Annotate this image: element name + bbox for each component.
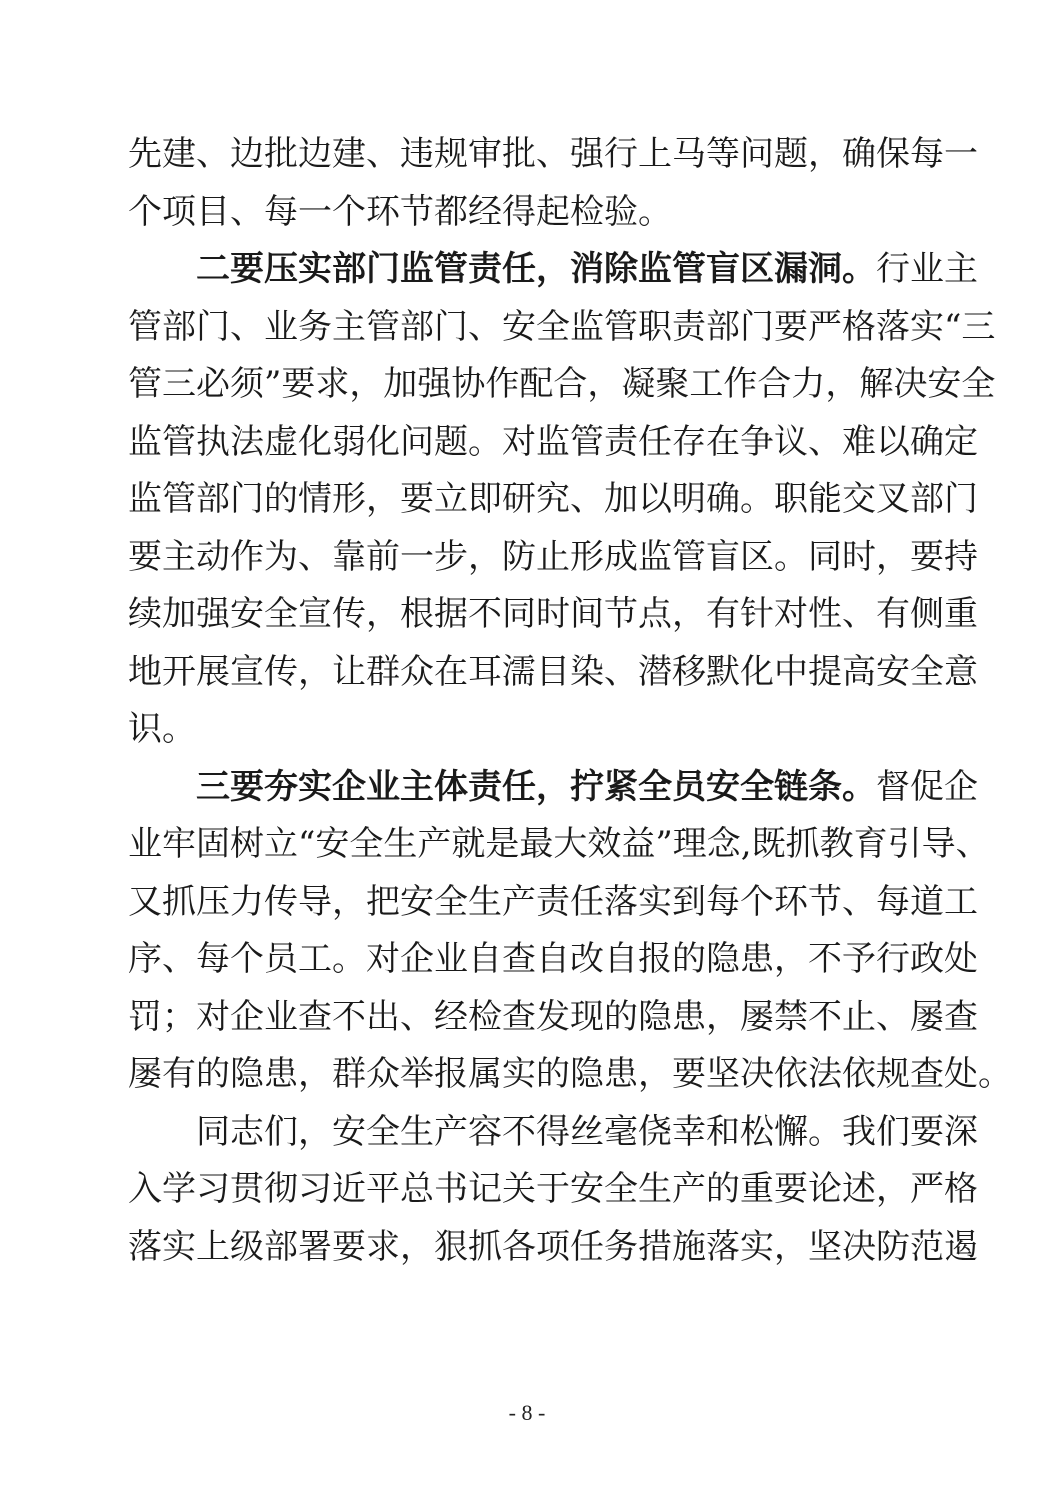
- line-text: 续加强安全宣传，根据不同时间节点，有针对性、有侧重: [128, 594, 978, 634]
- line-text: 管三必须”要求，加强协作配合，凝聚工作合力，解决安全: [128, 364, 996, 404]
- text-line: [128, 241, 978, 299]
- text-line: [128, 299, 996, 357]
- line-text: 序、每个员工。对企业自查自改自报的隐患，不予行政处: [128, 939, 978, 979]
- text-line: [128, 931, 978, 989]
- line-text: 入学习贯彻习近平总书记关于安全生产的重要论述，严格: [128, 1169, 978, 1209]
- text-line: [128, 126, 978, 184]
- text-line: [128, 701, 944, 759]
- text-line: [128, 1161, 978, 1219]
- line-text: 要主动作为、靠前一步，防止形成监管盲区。同时，要持: [128, 536, 978, 577]
- text-line: [128, 1046, 1012, 1104]
- text-line: [128, 356, 996, 414]
- text-line: [128, 874, 978, 932]
- line-text: 督促企: [876, 766, 978, 807]
- text-line: [128, 586, 978, 644]
- text-line: [128, 989, 978, 1047]
- text-line: [128, 414, 978, 472]
- line-text: 监管执法虚化弱化问题。对监管责任存在争议、难以确定: [128, 421, 978, 462]
- line-text: 个项目、每一个环节都经得起检验。: [128, 191, 672, 232]
- line-text: 罚；对企业查不出、经检查发现的隐患，屡禁不止、屡查: [128, 996, 978, 1037]
- line-text: 识。: [128, 709, 196, 749]
- text-line: [128, 184, 944, 242]
- paragraph-heading: 三要夯实企业主体责任，拧紧全员安全链条。: [196, 766, 876, 807]
- text-line: [128, 759, 978, 817]
- line-text: 行业主: [876, 249, 978, 289]
- text-line: [128, 1104, 978, 1162]
- page-number: - 8 -: [508, 1400, 546, 1425]
- line-text: 同志们，安全生产容不得丝毫侥幸和松懈。我们要深: [196, 1111, 978, 1152]
- line-text: 地开展宣传，让群众在耳濡目染、潜移默化中提高安全意: [128, 651, 978, 692]
- line-text: 落实上级部署要求，狠抓各项任务措施落实，坚决防范遏: [128, 1226, 978, 1267]
- line-text: 管部门、业务主管部门、安全监管职责部门要严格落实“三: [128, 306, 996, 347]
- line-text: 屡有的隐患，群众举报属实的隐患，要坚决依法依规查处。: [128, 1054, 1012, 1094]
- paragraph-heading: 二要压实部门监管责任，消除监管盲区漏洞。: [196, 249, 876, 289]
- text-line: [128, 471, 978, 529]
- line-text: 监管部门的情形，要立即研究、加以明确。职能交叉部门: [128, 479, 978, 519]
- text-line: [128, 529, 978, 587]
- text-line: [128, 644, 978, 702]
- line-text: 又抓压力传导，把安全生产责任落实到每个环节、每道工: [128, 881, 978, 922]
- line-text: 业牢固树立“安全生产就是最大效益”理念,既抓教育引导、: [128, 824, 990, 864]
- body-text: [128, 126, 1012, 1276]
- text-line: [128, 816, 990, 874]
- text-line: [128, 1219, 978, 1277]
- line-text: 先建、边批边建、违规审批、强行上马等问题，确保每一: [128, 134, 978, 174]
